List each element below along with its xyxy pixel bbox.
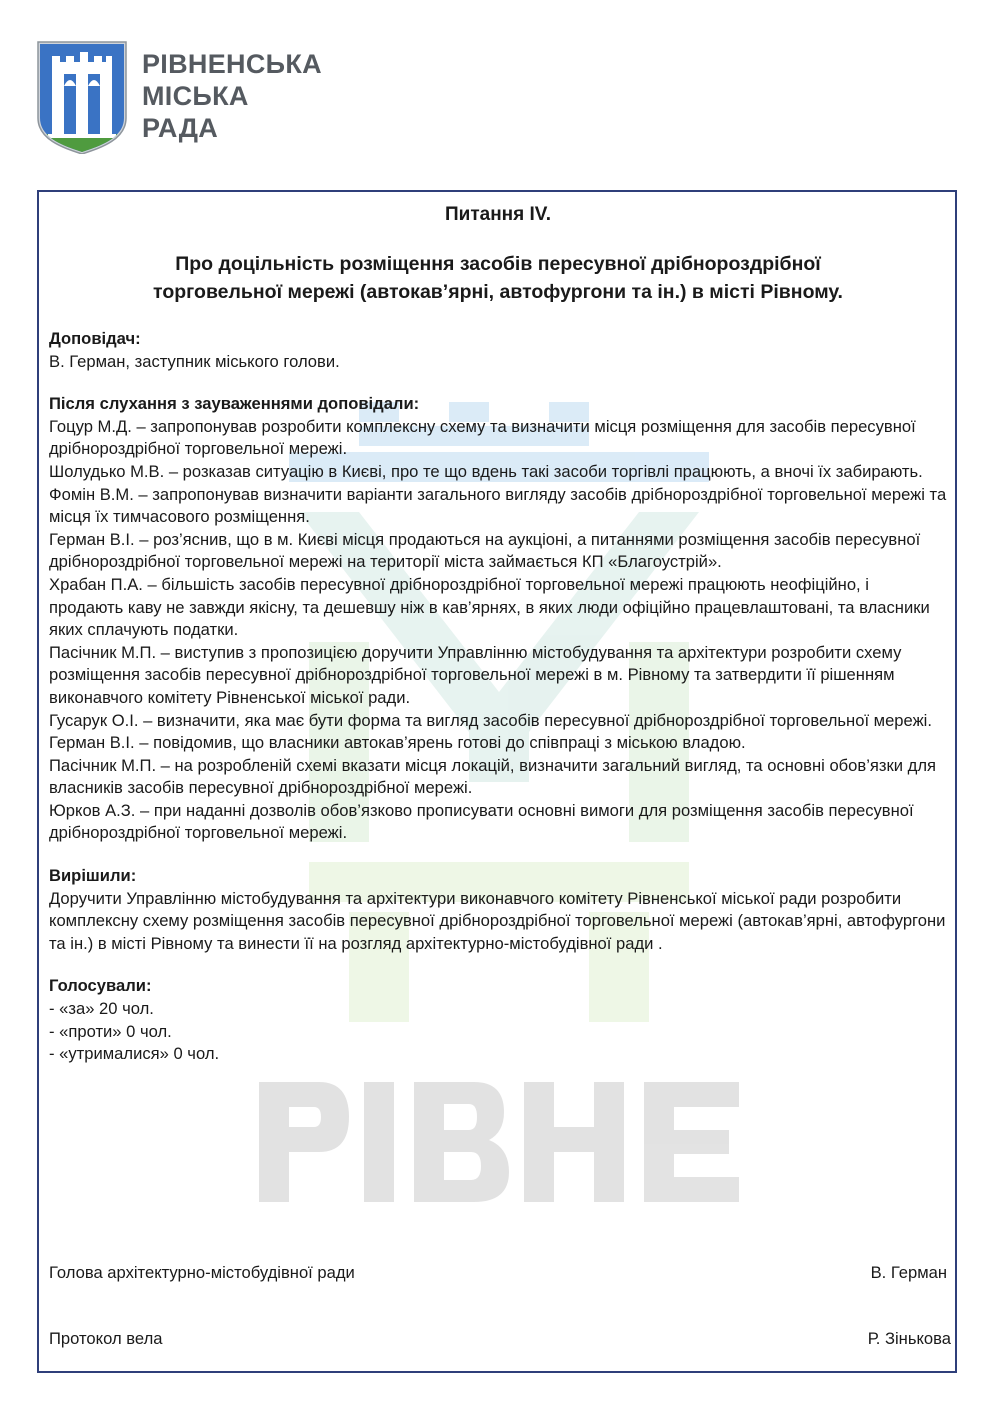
letterhead xyxy=(36,40,636,156)
discussion-item: Храбан П.А. – більшість засобів пересувної дрібнороздрібної торговельної мережі працюють неофіційно, і продають каву не завжди якісну, та дешевшу ніж в кав’ярнях, в яких люди офіційно працевлаштовані, та власники яких сплачують податки. xyxy=(49,574,930,640)
vote-label: Голосували: xyxy=(49,976,152,996)
discussion-item: Фомін В.М. – запропонував визначити варіанти загального вигляду засобів дрібнороздрібної торговельної мережі та місця їх тимчасового розміщення. xyxy=(49,484,947,527)
vote-line: - «утрималися» 0 чол. xyxy=(49,1044,220,1064)
discussion-item: Гусарук О.І. – визначити, яка має бути форма та вигляд засобів пересувної дрібнороздрібної торговельної мережі. xyxy=(49,710,932,730)
decision-text: Доручити Управлінню містобудування та архітектури виконавчого комітету Рівненської міської ради розробити комплексну схему розміщення засобів пересувної дрібнороздрібної торговельної мережі (автокав’ярні, автофургони та ін.) в місті Рівному та винести її на розгляд архітектурно-містобудівної ради . xyxy=(49,888,946,953)
org-name-line: РАДА xyxy=(142,113,219,143)
discussion-item: Гоцур М.Д. – запропонував розробити комплексну схему та визначити місця розміщення для засобів пересувної дрібнороздрібної торговельної мережі. xyxy=(49,416,916,459)
discussion-item: Юрков А.З. – при наданні дозволів обов’язково прописувати основні вимоги для розміщення засобів пересувної дрібнороздрібної торговельної мережі. xyxy=(49,800,914,843)
org-name-line: РІВНЕНСЬКА xyxy=(142,49,322,79)
vote-line: - «проти» 0 чол. xyxy=(49,1021,172,1041)
item-title: Питання IV. xyxy=(444,204,551,225)
decision-label: Вирішили: xyxy=(49,866,137,886)
discussion-item: Пасічник М.П. – на розробленій схемі вказати місця локацій, визначити загальний вигляд, та основні обов’язки для власників засобів пересувної дрібнороздрібної мережі. xyxy=(49,755,936,798)
topic-line: Про доцільність розміщення засобів пересувної дрібнороздрібної xyxy=(175,253,821,275)
document-body xyxy=(49,202,947,1066)
coat-of-arms-icon xyxy=(36,40,128,154)
document-frame xyxy=(37,190,957,1373)
org-name xyxy=(142,48,322,144)
topic-heading xyxy=(49,250,947,306)
signature-role: Голова архітектурно-містобудівної ради xyxy=(49,1263,355,1282)
discussion-item: Герман В.І. – повідомив, що власники автокав’ярень готові до співпраці з міською владою. xyxy=(49,733,746,753)
discussion-label: Після слухання з зауваженнями доповідали: xyxy=(49,394,420,414)
speaker-label: Доповідач: xyxy=(49,329,141,348)
signature-name: В. Герман xyxy=(870,1263,947,1282)
signature-role: Протокол вела xyxy=(49,1329,163,1348)
discussion-item: Герман В.І. – роз’яснив, що в м. Києві місця продаються на аукціоні, а питаннями розміщення засобів пересувної дрібнороздрібної торговельної мережі на території міста займається КП «Благоустрій». xyxy=(49,529,921,572)
speaker-text: В. Герман, заступник міського голови. xyxy=(49,351,340,371)
vote-line: - «за» 20 чол. xyxy=(49,999,154,1019)
org-name-line: МІСЬКА xyxy=(142,81,249,111)
discussion-item: Пасічник М.П. – виступив з пропозицією доручити Управлінню містобудування та архітектури розробити схему розміщення засобів пересувної дрібнороздрібної торговельної мережі в м. Рівному та затвердити її рішенням виконавчого комітету Рівненської міської ради. xyxy=(49,642,902,707)
topic-line: торговельної мережі (автокав’ярні, автофургони та ін.) в місті Рівному. xyxy=(153,281,843,303)
discussion-item: Шолудько М.В. – розказав ситуацію в Києві, про те що вдень такі засоби торгівлі працюють, а вночі їх забирають. xyxy=(49,461,923,481)
signature-name: Р. Зінькова xyxy=(867,1329,951,1348)
